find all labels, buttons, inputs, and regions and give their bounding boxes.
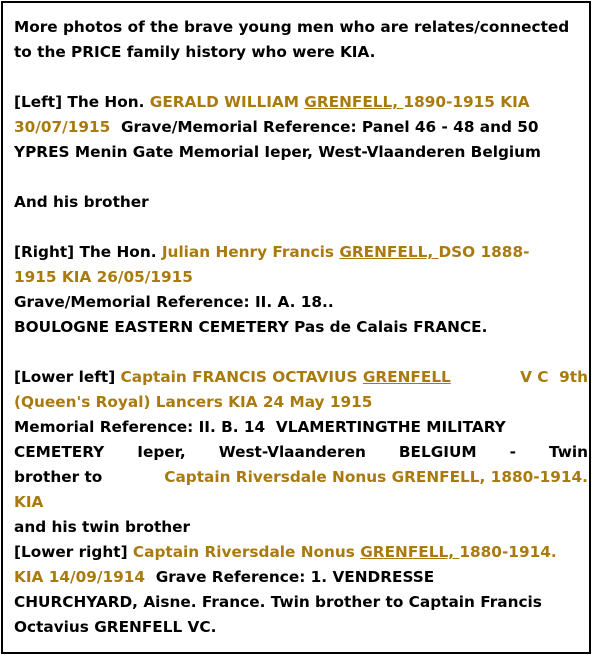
francis-rank: V C 9th <box>520 368 588 386</box>
gerald-heading <box>14 90 588 115</box>
francis-reference-1 <box>14 415 588 440</box>
julian-prefix: [Right] The Hon. <box>14 243 162 261</box>
julian-heading <box>14 240 588 265</box>
riversdale-grave-reference: Grave Reference: 1. VENDRESSE <box>145 568 435 586</box>
riversdale-surname: GRENFELL, <box>360 543 460 561</box>
riversdale-dates: 1880-1914. <box>459 543 557 561</box>
spacer <box>14 65 588 90</box>
document-body <box>14 15 588 640</box>
document-frame <box>1 1 591 654</box>
riversdale-heading <box>14 540 588 565</box>
francis-ref2-e: - <box>509 443 516 461</box>
julian-place: BOULOGNE EASTERN CEMETERY Pas de Calais FRANCE. <box>14 318 488 336</box>
francis-ref2-c: West-Vlaanderen <box>218 443 366 461</box>
gerald-surname: GRENFELL, <box>304 93 404 111</box>
spacer <box>14 340 588 365</box>
francis-ref2-b: Ieper, <box>137 443 186 461</box>
intro-line-1: More photos of the brave young men who are relates/connected <box>14 18 570 36</box>
riversdale-prefix: [Lower right] <box>14 543 133 561</box>
gerald-kia-date: 30/07/1915 <box>14 118 111 136</box>
riversdale-reference <box>14 565 588 590</box>
francis-name: Captain FRANCIS OCTAVIUS <box>120 368 363 386</box>
julian-dates: DSO 1888- <box>438 243 530 261</box>
gerald-grave-reference: Grave/Memorial Reference: Panel 46 - 48 and 50 <box>110 118 539 136</box>
brother-line: And his brother <box>14 193 149 211</box>
julian-kia: 1915 KIA 26/05/1915 <box>14 268 193 286</box>
spacer <box>14 215 588 240</box>
francis-reference-3 <box>14 465 588 490</box>
francis-surname: GRENFELL <box>362 368 451 386</box>
francis-ref3-brother: Captain Riversdale Nonus GRENFELL, 1880-1914. <box>164 468 588 486</box>
francis-reference-2 <box>14 440 588 465</box>
riversdale-kia: KIA 14/09/1914 <box>14 568 146 586</box>
intro-line-2: to the PRICE family history who were KIA. <box>14 43 376 61</box>
francis-heading-left <box>14 365 451 390</box>
riversdale-name: Captain Riversdale Nonus <box>132 543 361 561</box>
riversdale-place-1: CHURCHYARD, Aisne. France. Twin brother to Captain Francis <box>14 593 542 611</box>
julian-reference: Grave/Memorial Reference: II. A. 18.. <box>14 293 334 311</box>
francis-heading <box>14 365 588 390</box>
francis-regiment: (Queen's Royal) Lancers KIA 24 May 1915 <box>14 393 373 411</box>
spacer <box>14 165 588 190</box>
francis-ref2-f: Twin <box>548 443 588 461</box>
julian-surname: GRENFELL, <box>339 243 439 261</box>
twin-line: and his twin brother <box>14 518 191 536</box>
francis-ref3-prefix: brother to <box>14 468 103 486</box>
gerald-name: GERALD WILLIAM <box>149 93 305 111</box>
julian-name: Julian Henry Francis <box>161 243 340 261</box>
francis-kia: KIA <box>14 493 44 511</box>
francis-prefix: [Lower left] <box>14 368 121 386</box>
gerald-reference <box>14 115 588 140</box>
gerald-place: YPRES Menin Gate Memorial Ieper, West-Vlaanderen Belgium <box>14 143 541 161</box>
francis-ref1-text: Memorial Reference: II. B. 14 VLAMERTINGTHE MILITARY <box>14 418 506 436</box>
francis-ref2-a: CEMETERY <box>14 443 105 461</box>
francis-ref2-d: BELGIUM <box>398 443 477 461</box>
riversdale-place-2: Octavius GRENFELL VC. <box>14 618 217 636</box>
gerald-prefix: [Left] The Hon. <box>14 93 150 111</box>
gerald-dates: 1890-1915 KIA <box>403 93 530 111</box>
